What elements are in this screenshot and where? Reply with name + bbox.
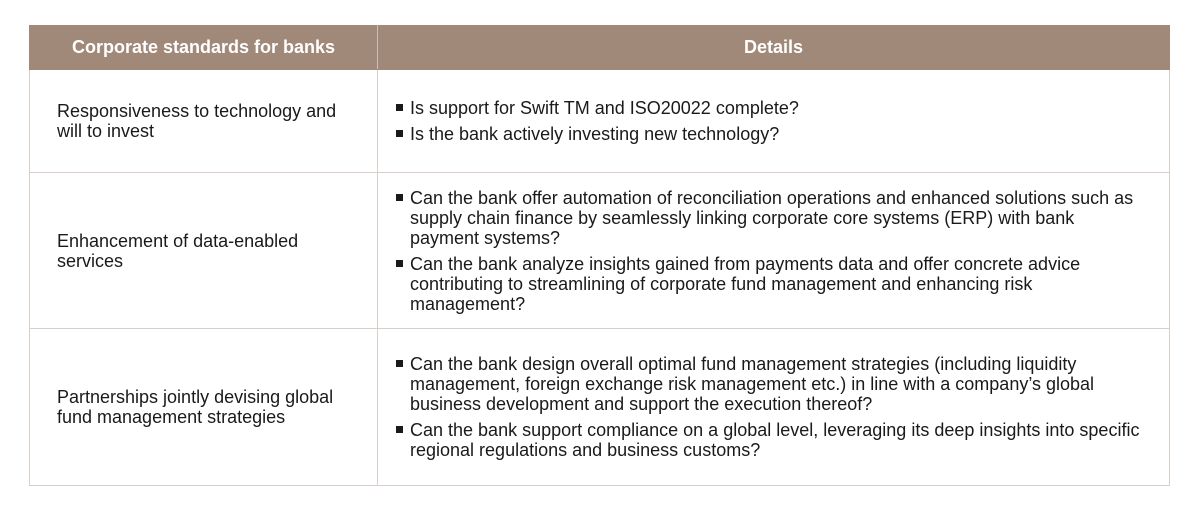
detail-text: Can the bank support compliance on a global level, leveraging its deep insights into specific regional regulations and business customs? [410, 420, 1140, 460]
table-row [30, 173, 1170, 329]
table-row [30, 329, 1170, 486]
detail-text: Is support for Swift TM and ISO20022 complete? [410, 98, 799, 118]
standard-cell: Responsiveness to technology and will to invest [30, 70, 378, 173]
square-bullet-icon [396, 426, 403, 433]
detail-text: Is the bank actively investing new technology? [410, 124, 780, 144]
list-item [396, 98, 1141, 118]
detail-text: Can the bank analyze insights gained from payments data and offer concrete advice contributing to streamlining of corporate fund management and enhancing risk management? [410, 253, 1081, 314]
detail-text: Can the bank design overall optimal fund management strategies (including liquidity management, foreign exchange risk management etc.) in line with a company’s global business development and support the execution thereof? [410, 354, 1095, 414]
list-item [396, 188, 1141, 248]
header-corporate-standards: Corporate standards for banks [30, 26, 378, 70]
standards-table [29, 25, 1170, 486]
square-bullet-icon [396, 360, 403, 367]
details-list [396, 188, 1141, 314]
details-list [396, 354, 1141, 460]
square-bullet-icon [396, 130, 403, 137]
header-details: Details [378, 26, 1170, 70]
details-cell [378, 70, 1170, 173]
details-list [396, 98, 1141, 144]
details-cell [378, 329, 1170, 486]
square-bullet-icon [396, 194, 403, 201]
list-item [396, 354, 1141, 414]
table-row [30, 70, 1170, 173]
list-item [396, 124, 1141, 144]
list-item [396, 254, 1141, 314]
standard-cell: Partnerships jointly devising global fund management strategies [30, 329, 378, 486]
list-item [396, 420, 1141, 460]
table-header-row [30, 26, 1170, 70]
square-bullet-icon [396, 260, 403, 267]
detail-text: Can the bank offer automation of reconciliation operations and enhanced solutions such as supply chain finance by seamlessly linking corporate core systems (ERP) with bank payment systems? [410, 187, 1134, 248]
square-bullet-icon [396, 104, 403, 111]
standard-cell: Enhancement of data-enabled services [30, 173, 378, 329]
details-cell [378, 173, 1170, 329]
